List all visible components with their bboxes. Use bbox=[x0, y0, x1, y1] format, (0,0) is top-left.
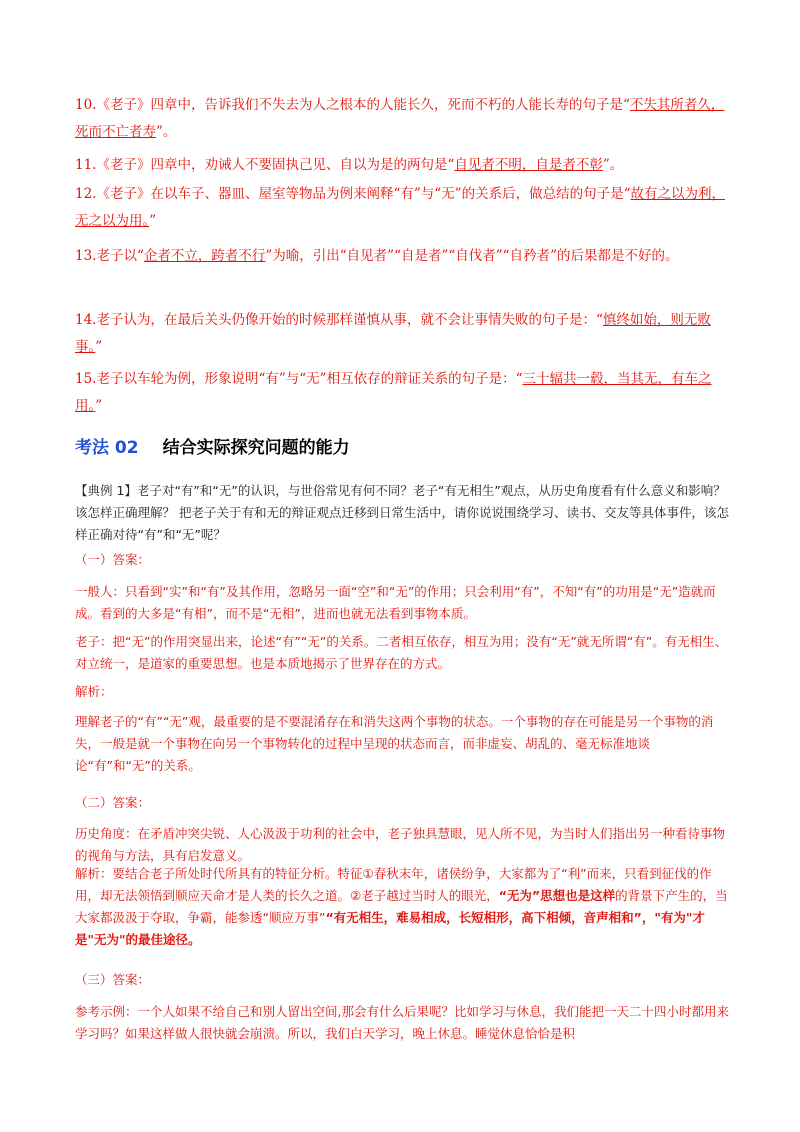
example-question bbox=[75, 480, 730, 546]
item-answer: 不失其所者久，死而不亡者寿 bbox=[75, 97, 725, 140]
item-text: ” bbox=[95, 398, 103, 414]
item-text: 10.《老子》四章中，告诉我们不失去为人之根本的人能长久，死而不朽的人能长寿的句子是“ bbox=[75, 97, 630, 113]
section-title: 结合实际探究问题的能力 bbox=[162, 438, 350, 458]
section-heading bbox=[75, 436, 350, 460]
item-answer: 自见者不明，自是者不彰 bbox=[454, 157, 603, 173]
item-text: ”为喻，引出“自见者”“自是者”“自伐者”“自矜者”的后果都是不好的。 bbox=[265, 248, 679, 264]
analysis-text: 的背景下产生的，当大家都汲汲于夺取，争霸，能参透“顺应万事” bbox=[75, 888, 728, 925]
example-tag: 【典例 1】 bbox=[75, 483, 137, 498]
analysis-emphasis: “有无相生，难易相成，长短相形，高下相倾，音声相和”，"有为"才是"无为"的最佳途径。 bbox=[75, 910, 705, 947]
item-text: ”。 bbox=[156, 124, 177, 140]
answer-label: （一）答案： bbox=[75, 552, 151, 567]
answer-paragraph: 老子：把“无”的作用突显出来，论述“有”“无”的关系。二者相互依存，相互为用；没有“无”就无所谓“有”。有无相生、对立统一，是道家的重要思想。也是本质地揭示了世界存在的方式。 bbox=[75, 634, 728, 671]
answer-paragraph: 一般人：只看到“实”和“有”及其作用，忽略另一面“空”和“无”的作用；只会利用“有”，不知“有”的功用是“无”造就而成。看到的大多是“有相”，而不是“无相”，进而也就无法看到事物本质。 bbox=[75, 584, 716, 621]
answer-paragraph: 参考示例：一个人如果不给自己和别人留出空间,那会有什么后果呢？比如学习与休息，我们能把一天二十四小时都用来学习吗？如果这样做人很快就会崩溃。所以，我们白天学习，晚上休息。睡觉休息恰恰是积 bbox=[75, 1004, 729, 1041]
item-text: 12.《老子》在以车子、器皿、屋室等物品为例来阐释“有”与“无”的关系后，做总结的句子是“ bbox=[75, 186, 631, 202]
answer-label: （三）答案： bbox=[75, 972, 151, 987]
item-text: ”。 bbox=[602, 157, 624, 173]
analysis-label: 解析： bbox=[75, 684, 113, 699]
list-item bbox=[75, 92, 725, 146]
analysis-text: 解析：要结合老子所处时代所具有的特征分析。特征①春秋末年，诸侯纷争，大家都为了“利”而来，只看到征伐的作用，却无法领悟到顺应天命才是人类的长久之道。②老子越过当时人的眼光， bbox=[75, 866, 712, 903]
list-item bbox=[75, 243, 725, 270]
list-item bbox=[75, 152, 725, 179]
item-answer: 故有之以为利，无之以为用。 bbox=[75, 186, 725, 229]
item-answer: 慎终如始，则无败事。 bbox=[75, 312, 711, 355]
item-text: 13.老子以“ bbox=[75, 248, 144, 264]
item-text: ” bbox=[95, 339, 103, 355]
item-text: 11.《老子》四章中，劝诫人不要固执己见、自以为是的两句是“ bbox=[75, 157, 455, 173]
item-text: 14.老子认为，在最后关头仍像开始的时候那样谨慎从事，就不会让事情失败的句子是：“ bbox=[75, 312, 603, 328]
item-text: ” bbox=[149, 213, 157, 229]
section-label: 考法 02 bbox=[75, 438, 139, 458]
analysis-emphasis: “无为”思想也是这样 bbox=[498, 888, 616, 903]
answer-paragraph: 历史角度：在矛盾冲突尖锐、人心汲汲于功利的社会中，老子独具慧眼，见人所不见，为当时人们指出另一种看待事物的视角与方法，具有启发意义。 bbox=[75, 826, 726, 863]
analysis-paragraph bbox=[75, 863, 730, 951]
item-answer: 三十辐共一毂，当其无，有车之用。 bbox=[75, 371, 712, 414]
list-item bbox=[75, 181, 725, 235]
item-answer: 企者不立，跨者不行 bbox=[143, 248, 266, 264]
analysis-paragraph: 理解老子的“有”“无”观，最重要的是不要混淆存在和消失这两个事物的状态。一个事物的存在可能是另一个事物的消失，一般是就一个事物在向另一个事物转化的过程中呈现的状态而言，而非虚妄、胡乱的、毫无标准地谈论“有”和“无”的关系。 bbox=[75, 714, 714, 773]
example-text: 老子对“有”和“无”的认识，与世俗常见有何不同？老子“有无相生”观点，从历史角度看有什么意义和影响？该怎样正确理解？ 把老子关于有和无的辩证观点迁移到日常生活中，请你说说围绕学习、读书、交友等具体事件，该怎样正确对待“有”和“无”呢？ bbox=[75, 483, 729, 542]
list-item bbox=[75, 307, 725, 361]
item-text: 15.老子以车轮为例，形象说明“有”与“无”相互依存的辩证关系的句子是：“ bbox=[75, 371, 523, 387]
answer-label: （二）答案： bbox=[75, 795, 151, 810]
list-item bbox=[75, 366, 725, 420]
